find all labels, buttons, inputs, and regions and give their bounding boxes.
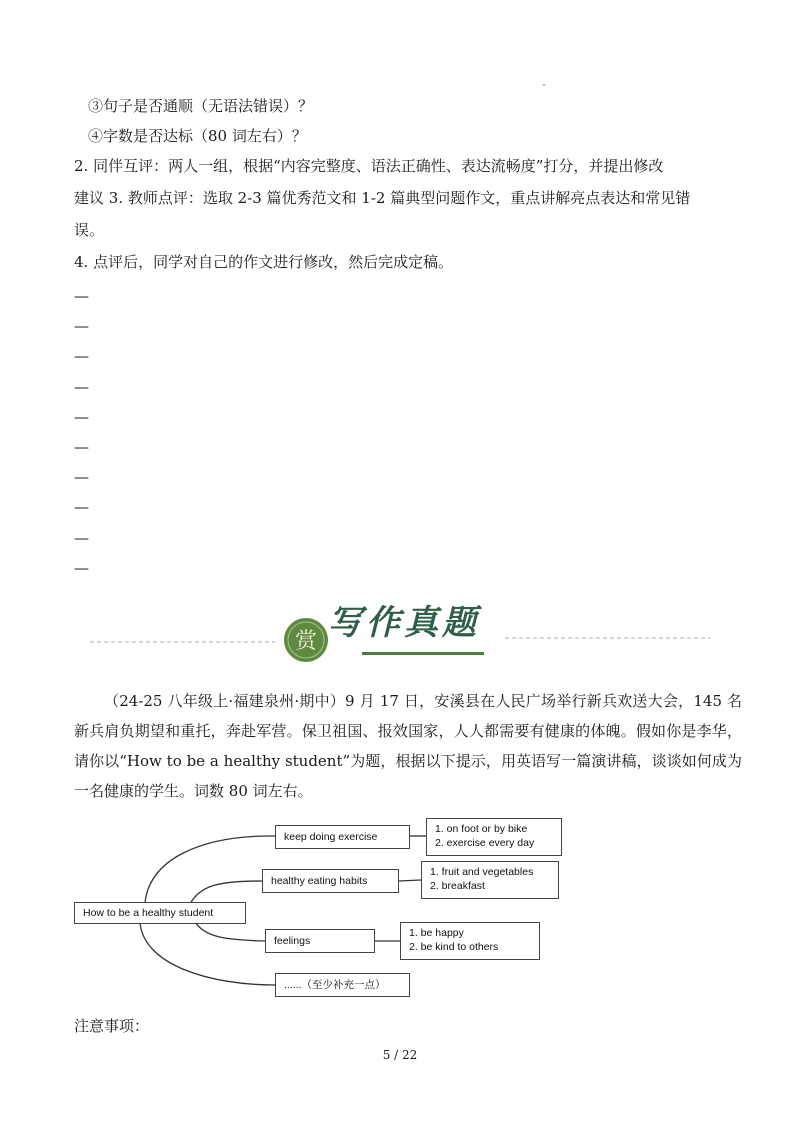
feelings-item-2: 2. be kind to others — [409, 941, 499, 953]
mindmap-exercise-items — [426, 818, 562, 856]
answer-line: — — [74, 558, 89, 577]
answer-line: — — [74, 468, 89, 487]
page-number: 5 / 22 — [382, 1048, 418, 1062]
step-2-line-2: 建议 3. 教师点评：选取 2-3 篇优秀范文和 1-2 篇典型问题作文，重点讲解亮点表达和常见错 — [74, 189, 691, 207]
mindmap-branch-more: ......（至少补充一点） — [275, 973, 410, 997]
answer-line: — — [74, 498, 89, 517]
answer-line: — — [74, 347, 89, 366]
connector-eating-items — [399, 880, 421, 881]
step-2-line-1: 2. 同伴互评：两人一组，根据“内容完整度、语法正确性、表达流畅度”打分，并提出修改 — [74, 157, 664, 175]
exercise-item-1: 1. on foot or by bike — [435, 823, 528, 835]
banner-title: 写作真题 — [328, 603, 480, 643]
mindmap-branch-feelings: feelings — [265, 929, 375, 953]
answer-line: — — [74, 317, 89, 336]
mindmap-eating-items — [421, 861, 559, 899]
eating-item-1: 1. fruit and vegetables — [430, 866, 534, 878]
mindmap-branch-eating: healthy eating habits — [262, 869, 399, 893]
answer-line: — — [74, 287, 89, 305]
mindmap-branch-exercise: keep doing exercise — [275, 825, 410, 849]
banner-badge-char: 赏 — [294, 629, 318, 654]
exercise-item-2: 2. exercise every day — [435, 837, 535, 849]
connector-exercise — [145, 836, 275, 904]
writing-prompt: （24-25 八年级上·福建泉州·期中）9 月 17 日，安溪县在人民广场举行新兵欢送大会，145 名新兵肩负期望和重托，奔赴军营。保卫祖国、报效国家，人人都需要有健康的体魄。假如你是李华，请你以“How to be a healthy student”为题，根据以下提示，用英语写一篇演讲稿，谈谈如何成为一名健康的学生。词数 80 词左右。 — [74, 692, 742, 800]
checklist-item-4: ④字数是否达标（80 词左右）？ — [88, 127, 307, 145]
eating-item-2: 2. breakfast — [430, 880, 485, 892]
connector-more — [140, 922, 275, 985]
checklist-item-3: ③句子是否通顺（无语法错误）？ — [88, 97, 314, 115]
step-4: 4. 点评后，同学对自己的作文进行修改，然后完成定稿。 — [74, 253, 454, 271]
answer-line: — — [74, 377, 89, 396]
mindmap-feelings-items — [400, 922, 540, 960]
feelings-item-1: 1. be happy — [409, 927, 464, 939]
answer-line: — — [74, 407, 89, 426]
step-2-line-3: 误。 — [74, 221, 105, 239]
connector-eating — [190, 881, 262, 904]
answer-line: — — [74, 528, 89, 547]
connector-feelings — [195, 922, 265, 941]
answer-line: — — [74, 438, 89, 456]
notes-label: 注意事项： — [74, 1017, 150, 1035]
mindmap-root: How to be a healthy student — [74, 902, 246, 924]
